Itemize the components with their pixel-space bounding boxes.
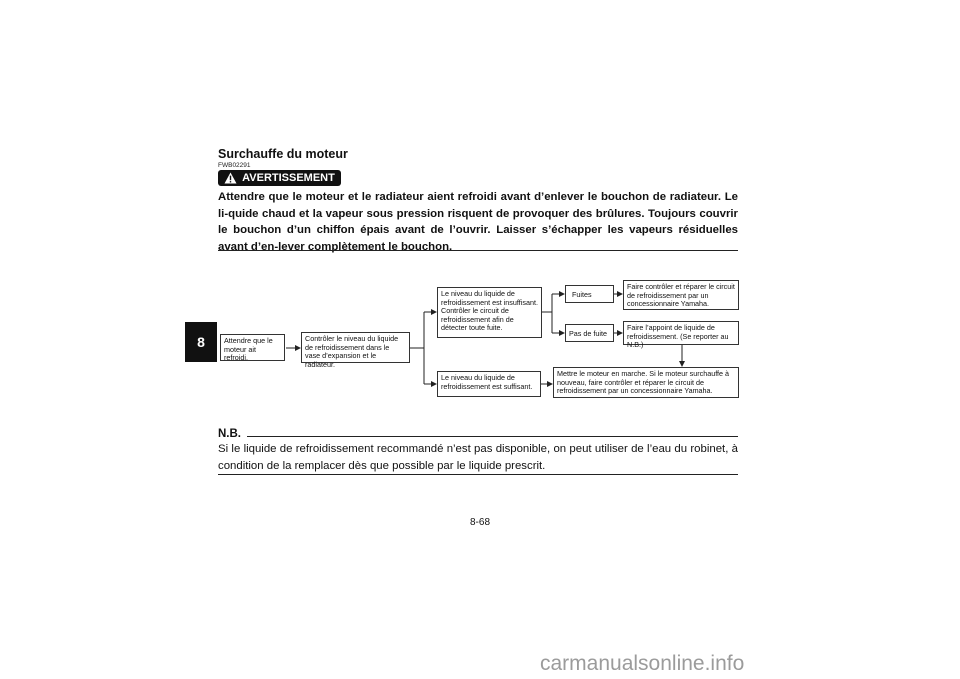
watermark: carmanualsonline.info bbox=[540, 652, 745, 675]
nb-end-rule bbox=[218, 474, 738, 475]
nb-header-rule bbox=[247, 436, 738, 437]
warning-label: AVERTISSEMENT bbox=[242, 172, 335, 184]
page-number: 8-68 bbox=[469, 517, 490, 528]
warning-code: FWB02291 bbox=[218, 162, 251, 169]
nb-text: Si le liquide de refroidissement recommandé n’est pas disponible, on peut utiliser de l’eau du robinet, à condition de la remplacer dès que possible par le liquide prescrit. bbox=[218, 443, 738, 472]
flow-box-leaks: Fuites bbox=[565, 285, 614, 303]
section-title: Surchauffe du moteur bbox=[218, 147, 348, 161]
flow-box-restart: Mettre le moteur en marche. Si le moteur surchauffe à nouveau, faire contrôler et réparer le circuit de refroidissement par un concessionnaire Yamaha. bbox=[553, 367, 739, 398]
warning-text: Attendre que le moteur et le radiateur aient refroidi avant d’enlever le bouchon de radiateur. Le li-quide chaud et la vapeur sous pression risquent de provoquer des brûlures. Toujours couvrir le bouchon d’un chiffon épais avant de l’ouvrir. Laisser s’échapper les vapeurs résiduelles avant d’en-lever complètement le bouchon. bbox=[218, 191, 738, 253]
flow-box-insufficient: Le niveau du liquide de refroidissement est insuffisant. Contrôler le circuit de refroidissement afin de détecter toute fuite. bbox=[437, 287, 542, 338]
flow-box-wait: Attendre que le moteur ait refroidi. bbox=[220, 334, 285, 361]
flow-box-repair: Faire contrôler et réparer le circuit de refroidissement par un concessionnaire Yamaha. bbox=[623, 280, 739, 310]
nb-label: N.B. bbox=[218, 428, 241, 440]
flow-box-no-leak: Pas de fuite bbox=[565, 324, 614, 342]
flow-box-check-level: Contrôler le niveau du liquide de refroidissement dans le vase d’expansion et le radiateur. bbox=[301, 332, 410, 363]
section-tab: 8 bbox=[185, 322, 217, 362]
flow-box-sufficient: Le niveau du liquide de refroidissement est suffisant. bbox=[437, 371, 541, 397]
flow-box-top-up: Faire l’appoint de liquide de refroidissement. (Se reporter au N.B.) bbox=[623, 321, 739, 345]
